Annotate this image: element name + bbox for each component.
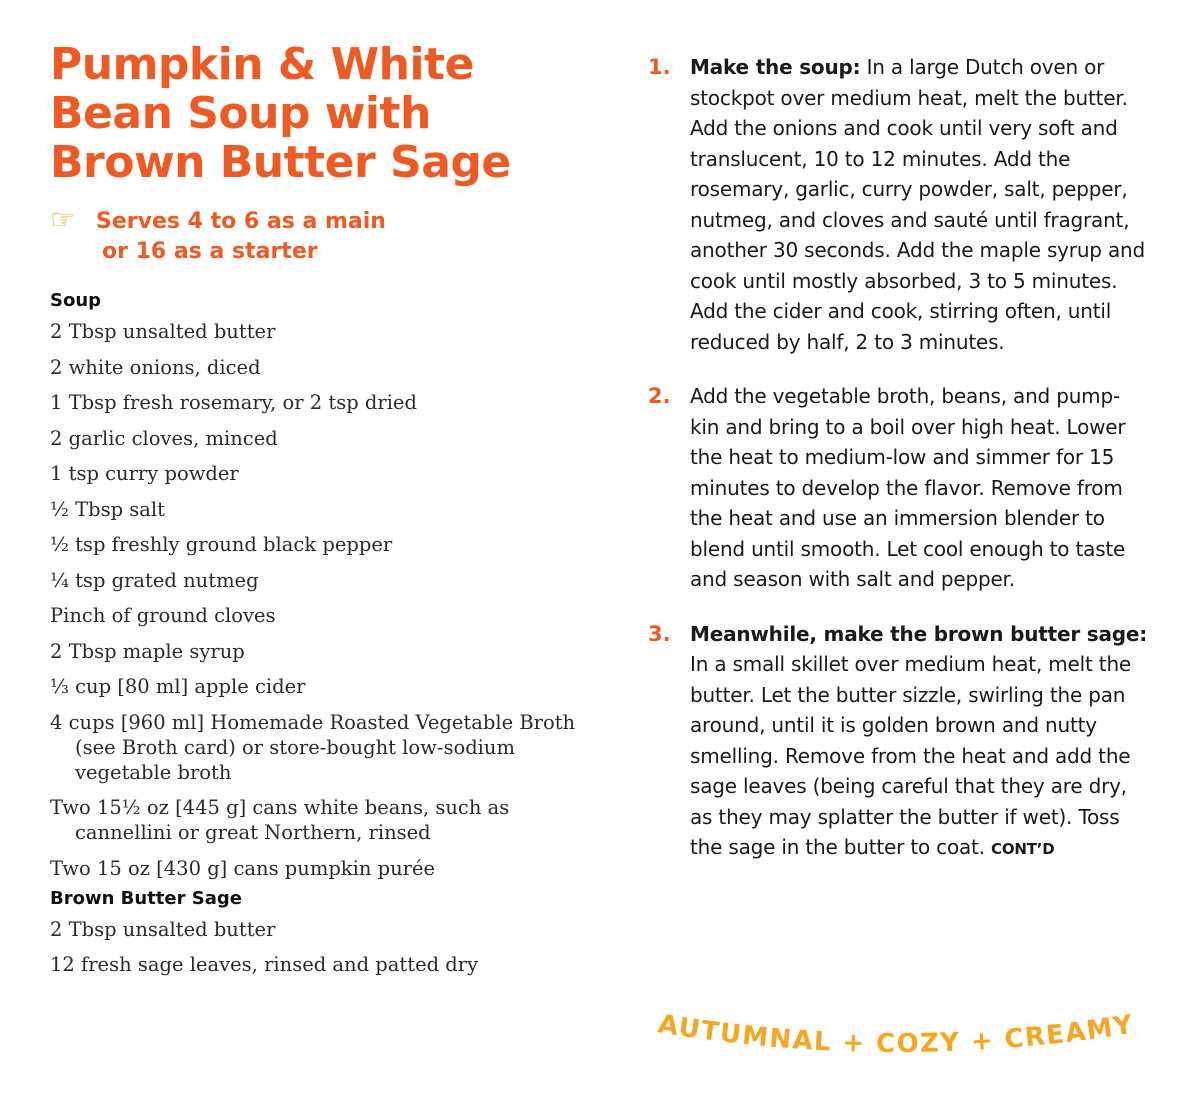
title-line-2: Bean Soup with	[50, 88, 431, 139]
tagline-text	[656, 1009, 1136, 1059]
instructions-column	[648, 52, 1148, 865]
list-item: ½ Tbsp salt	[50, 497, 165, 521]
servings-line-2: or 16 as a starter	[102, 239, 318, 264]
step-number: 3.	[648, 621, 671, 646]
step-body: In a small skillet over medium heat, melt the butter. Let the butter sizzle, swirling the pan around, until it is golden brown and nutty smelling. Remove from the heat and add the sage leaves (being careful that they are dry, as they may splatter the butter if wet). Toss the sage in the butter to coat.	[690, 652, 1132, 859]
sage-ingredient-list	[50, 917, 610, 978]
step-body: In a large Dutch oven or stockpot over medium heat, melt the butter. Add the onions and cook until very soft and translucent, 10 to 12 minutes. Add the rosemary, garlic, curry powder, salt, pepper, nutmeg, and cloves and sauté until fragrant, another 30 seconds. Add the maple syrup and cook until mostly absorbed, 3 to 5 minutes. Add the cider and cook, stirring often, until reduced by half, 2 to 3 minutes.	[690, 55, 1145, 354]
title-line-1: Pumpkin & White	[50, 39, 474, 90]
step-lead: Make the soup:	[690, 55, 861, 79]
title-line-3: Brown Butter Sage	[50, 137, 511, 188]
list-item: ⅓ cup [80 ml] apple cider	[50, 675, 306, 698]
ingredients-column	[50, 40, 610, 977]
step-text	[690, 52, 1148, 357]
step-3	[648, 619, 1148, 865]
servings-note	[50, 203, 610, 267]
tagline-arc	[652, 1004, 1142, 1064]
servings-line-1: Serves 4 to 6 as a main	[96, 209, 386, 234]
list-item: 12 fresh sage leaves, rinsed and patted dry	[50, 953, 479, 976]
step-2	[648, 381, 1148, 595]
tagline	[652, 1004, 1142, 1064]
list-item: 2 Tbsp maple syrup	[50, 639, 245, 663]
step-lead: Meanwhile, make the brown butter sage:	[690, 621, 1148, 646]
sage-heading: Brown Butter Sage	[50, 887, 242, 909]
list-item: 4 cups [960 ml] Homemade Roasted Vegetable Broth (see Broth card) or store-bought low-sodium vegetable broth	[50, 710, 576, 784]
step-number: 1.	[648, 55, 671, 79]
step-number: 2.	[648, 384, 671, 408]
list-item: ½ tsp freshly ground black pepper	[50, 533, 393, 556]
tagline-text-path: AUTUMNAL + COZY + CREAMY	[655, 1009, 1137, 1060]
list-item: 2 Tbsp unsalted butter	[50, 320, 276, 343]
list-item: 2 Tbsp unsalted butter	[50, 917, 276, 941]
recipe-title	[50, 40, 610, 187]
continued-label: CONT’D	[991, 840, 1055, 858]
step-text	[690, 381, 1148, 595]
pointing-hand-icon: ☞	[50, 203, 76, 236]
soup-heading: Soup	[50, 290, 102, 311]
list-item: Pinch of ground cloves	[50, 604, 276, 627]
list-item: ¼ tsp grated nutmeg	[50, 568, 259, 592]
list-item: 1 Tbsp fresh rosemary, or 2 tsp dried	[50, 391, 417, 414]
list-item: 2 garlic cloves, minced	[50, 426, 278, 450]
list-item: Two 15 oz [430 g] cans pumpkin purée	[50, 856, 436, 880]
step-1	[648, 52, 1148, 357]
list-item: 1 tsp curry powder	[50, 462, 239, 485]
soup-ingredient-list	[50, 319, 610, 881]
list-item: 2 white onions, diced	[50, 355, 261, 379]
list-item: Two 15½ oz [445 g] cans white beans, such as cannellini or great Northern, rinsed	[50, 796, 510, 844]
step-text	[690, 619, 1148, 865]
step-body: Add the vegetable broth, beans, and pump-kin and bring to a boil over high heat. Lower the heat to medium-low and simmer for 15 minutes to develop the flavor. Remove from the heat and use an immersion blender to blend until smooth. Let cool enough to taste and season with salt and pepper.	[690, 384, 1126, 591]
